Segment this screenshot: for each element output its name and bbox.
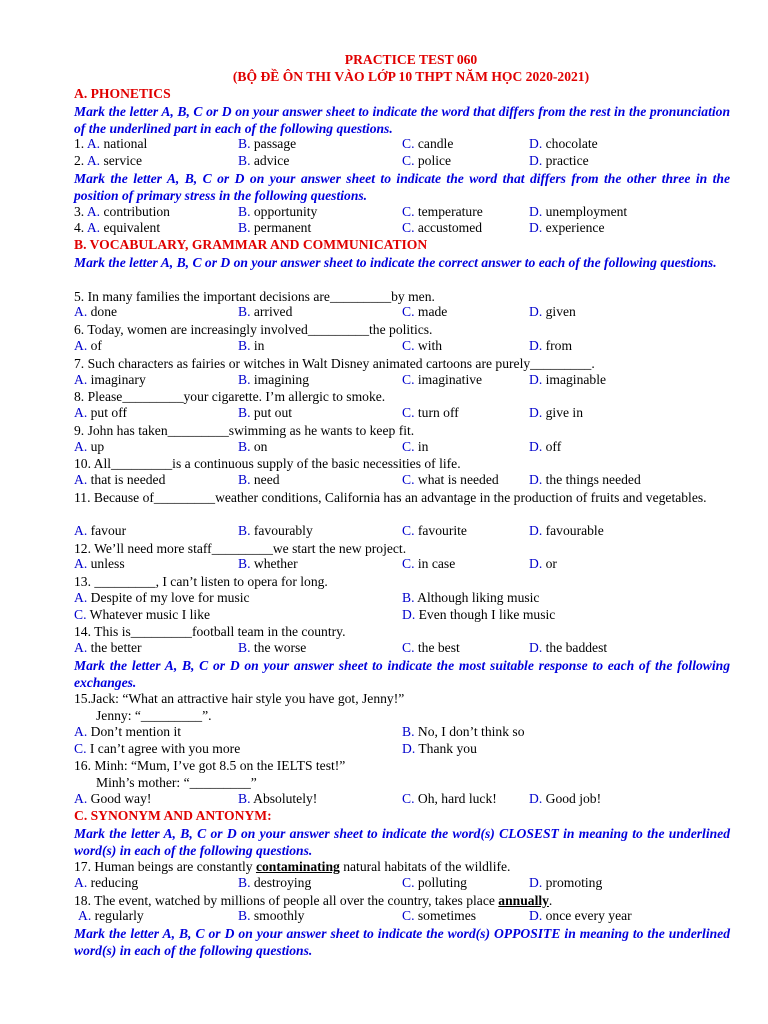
option-a[interactable]: A. unless bbox=[74, 556, 125, 571]
option-a[interactable]: 1. A. national bbox=[74, 136, 148, 151]
question-13-options-row1 bbox=[74, 590, 754, 607]
option-d[interactable]: D. unemployment bbox=[529, 204, 628, 219]
option-a[interactable]: 3. A. contribution bbox=[74, 204, 170, 219]
question-13-stem: 13. _________, I can’t listen to opera for long. bbox=[74, 574, 328, 589]
option-c[interactable]: C. in case bbox=[402, 556, 456, 571]
option-a[interactable]: A. that is needed bbox=[74, 472, 166, 487]
option-b[interactable]: B. in bbox=[238, 338, 265, 353]
question-12-options bbox=[74, 556, 754, 573]
option-a[interactable]: A. the better bbox=[74, 640, 142, 655]
option-b[interactable]: B. permanent bbox=[238, 220, 312, 235]
option-a[interactable]: A. imaginary bbox=[74, 372, 146, 387]
option-b[interactable]: B. opportunity bbox=[238, 204, 318, 219]
option-d[interactable]: D. Thank you bbox=[402, 741, 477, 756]
option-a[interactable]: 4. A. equivalent bbox=[74, 220, 161, 235]
option-c[interactable]: C. turn off bbox=[402, 405, 459, 420]
option-b[interactable]: B. whether bbox=[238, 556, 298, 571]
option-c[interactable]: C. the best bbox=[402, 640, 460, 655]
option-a[interactable]: A. reducing bbox=[74, 875, 139, 890]
question-15-line1: 15.Jack: “What an attractive hair style you have got, Jenny!” bbox=[74, 691, 405, 706]
question-14-stem: 14. This is_________football team in the country. bbox=[74, 624, 346, 639]
option-a[interactable]: A. favour bbox=[74, 523, 127, 538]
question-8-stem: 8. Please_________your cigarette. I’m allergic to smoke. bbox=[74, 389, 386, 404]
option-b[interactable]: B. put out bbox=[238, 405, 293, 420]
option-d[interactable]: D. or bbox=[529, 556, 557, 571]
option-c[interactable]: C. in bbox=[402, 439, 429, 454]
question-6-stem: 6. Today, women are increasingly involved_________the politics. bbox=[74, 322, 433, 337]
option-d[interactable]: D. chocolate bbox=[529, 136, 598, 151]
option-c[interactable]: C. police bbox=[402, 153, 452, 168]
option-c[interactable]: C. polluting bbox=[402, 875, 467, 890]
question-18-options bbox=[78, 908, 758, 925]
question-11-options bbox=[74, 523, 754, 540]
option-b[interactable]: B. Although liking music bbox=[402, 590, 540, 605]
option-d[interactable]: D. once every year bbox=[529, 908, 632, 923]
option-b[interactable]: B. destroying bbox=[238, 875, 312, 890]
option-c[interactable]: C. favourite bbox=[402, 523, 467, 538]
section-b-heading: B. VOCABULARY, GRAMMAR AND COMMUNICATION bbox=[74, 237, 428, 252]
option-b[interactable]: B. imagining bbox=[238, 372, 310, 387]
test-title: PRACTICE TEST 060 bbox=[344, 52, 478, 67]
question-1-options bbox=[74, 136, 754, 153]
option-a[interactable]: A. Despite of my love for music bbox=[74, 590, 250, 605]
option-c[interactable]: C. Oh, hard luck! bbox=[402, 791, 497, 806]
underlined-word: contaminating bbox=[255, 859, 340, 874]
option-d[interactable]: D. imaginable bbox=[529, 372, 607, 387]
instruction-response: Mark the letter A, B, C or D on your answer sheet to indicate the most suitable response to each of the following exchanges. bbox=[74, 658, 730, 690]
question-11-stem: 11. Because of_________weather conditions, California has an advantage in the production of fruits and vegetables. bbox=[74, 490, 707, 505]
option-c[interactable]: C. with bbox=[402, 338, 443, 353]
option-a[interactable]: A. Don’t mention it bbox=[74, 724, 181, 739]
question-7-stem: 7. Such characters as fairies or witches in Walt Disney animated cartoons are purely_________. bbox=[74, 356, 595, 371]
option-b[interactable]: B. the worse bbox=[238, 640, 307, 655]
question-3-options bbox=[74, 204, 754, 221]
option-b[interactable]: B. No, I don’t think so bbox=[402, 724, 525, 739]
option-b[interactable]: B. smoothly bbox=[238, 908, 305, 923]
option-d[interactable]: D. the baddest bbox=[529, 640, 608, 655]
section-a-heading: A. PHONETICS bbox=[74, 86, 171, 101]
question-16-options bbox=[74, 791, 754, 808]
option-a[interactable]: A. done bbox=[74, 304, 118, 319]
question-17-options bbox=[74, 875, 754, 892]
option-c[interactable]: C. I can’t agree with you more bbox=[74, 741, 241, 756]
question-7-options bbox=[74, 372, 754, 389]
instruction-opposite: Mark the letter A, B, C or D on your answer sheet to indicate the word(s) OPPOSITE in meaning to the underlined word(s) in each of the following questions. bbox=[74, 926, 730, 958]
instruction-closest: Mark the letter A, B, C or D on your answer sheet to indicate the word(s) CLOSEST in meaning to the underlined word(s) in each of the following questions. bbox=[74, 826, 730, 858]
question-6-options bbox=[74, 338, 754, 355]
question-15-line2: Jenny: “_________”. bbox=[96, 708, 212, 723]
option-d[interactable]: D. Good job! bbox=[529, 791, 602, 806]
section-c-heading: C. SYNONYM AND ANTONYM: bbox=[74, 808, 272, 823]
option-d[interactable]: D. the things needed bbox=[529, 472, 641, 487]
question-8-options bbox=[74, 405, 754, 422]
option-c[interactable]: C. Whatever music I like bbox=[74, 607, 211, 622]
option-c[interactable]: C. candle bbox=[402, 136, 454, 151]
option-d[interactable]: D. from bbox=[529, 338, 573, 353]
question-12-stem: 12. We’ll need more staff_________we start the new project. bbox=[74, 541, 407, 556]
option-c[interactable]: C. accustomed bbox=[402, 220, 483, 235]
instruction-pronunciation: Mark the letter A, B, C or D on your answer sheet to indicate the word that differs from the rest in the pronunciation of the underlined part in each of the following questions. bbox=[74, 104, 730, 136]
option-b[interactable]: B. favourably bbox=[238, 523, 313, 538]
question-5-options bbox=[74, 304, 754, 321]
question-15-options-row1 bbox=[74, 724, 754, 741]
question-15-options-row2 bbox=[74, 741, 754, 758]
option-b[interactable]: B. on bbox=[238, 439, 268, 454]
option-b[interactable]: B. arrived bbox=[238, 304, 293, 319]
question-4-options bbox=[74, 220, 754, 237]
option-d[interactable]: D. experience bbox=[529, 220, 605, 235]
question-2-options bbox=[74, 153, 754, 170]
question-18-stem: 18. The event, watched by millions of people all over the country, takes place annually. bbox=[74, 893, 553, 908]
question-5-stem: 5. In many families the important decisions are_________by men. bbox=[74, 289, 435, 304]
option-d[interactable]: D. practice bbox=[529, 153, 589, 168]
option-c[interactable]: C. imaginative bbox=[402, 372, 483, 387]
question-14-options bbox=[74, 640, 754, 657]
option-c[interactable]: C. what is needed bbox=[402, 472, 499, 487]
option-a[interactable]: A. of bbox=[74, 338, 102, 353]
question-13-options-row2 bbox=[74, 607, 754, 624]
option-c[interactable]: C. sometimes bbox=[402, 908, 477, 923]
question-9-stem: 9. John has taken_________swimming as he wants to keep fit. bbox=[74, 423, 415, 438]
question-9-options bbox=[74, 439, 754, 456]
option-d[interactable]: D. Even though I like music bbox=[402, 607, 556, 622]
option-d[interactable]: D. promoting bbox=[529, 875, 603, 890]
option-a[interactable]: A. regularly bbox=[78, 908, 144, 923]
option-b[interactable]: B. Absolutely! bbox=[238, 791, 318, 806]
option-a[interactable]: 2. A. service bbox=[74, 153, 142, 168]
instruction-correct-answer: Mark the letter A, B, C or D on your answer sheet to indicate the correct answer to each of the following questions. bbox=[74, 255, 717, 270]
option-b[interactable]: B. need bbox=[238, 472, 280, 487]
option-a[interactable]: A. up bbox=[74, 439, 105, 454]
option-a[interactable]: A. put off bbox=[74, 405, 127, 420]
option-d[interactable]: D. give in bbox=[529, 405, 584, 420]
option-c[interactable]: C. temperature bbox=[402, 204, 483, 219]
question-17-stem: 17. Human beings are constantly contaminating natural habitats of the wildlife. bbox=[74, 859, 511, 874]
question-16-line1: 16. Minh: “Mum, I’ve got 8.5 on the IELTS test!” bbox=[74, 758, 346, 773]
option-d[interactable]: D. given bbox=[529, 304, 576, 319]
test-subtitle: (BỘ ĐỀ ÔN THI VÀO LỚP 10 THPT NĂM HỌC 2020-2021) bbox=[232, 69, 590, 84]
option-c[interactable]: C. made bbox=[402, 304, 448, 319]
question-10-stem: 10. All_________is a continuous supply of the basic necessities of life. bbox=[74, 456, 461, 471]
option-b[interactable]: B. passage bbox=[238, 136, 297, 151]
instruction-stress: Mark the letter A, B, C or D on your answer sheet to indicate the word that differs from the other three in the position of primary stress in the following questions. bbox=[74, 171, 730, 203]
option-d[interactable]: D. off bbox=[529, 439, 562, 454]
underlined-word: annually bbox=[498, 893, 549, 908]
option-d[interactable]: D. favourable bbox=[529, 523, 604, 538]
option-b[interactable]: B. advice bbox=[238, 153, 290, 168]
question-10-options bbox=[74, 472, 754, 489]
option-a[interactable]: A. Good way! bbox=[74, 791, 152, 806]
question-16-line2: Minh’s mother: “_________” bbox=[96, 775, 257, 790]
